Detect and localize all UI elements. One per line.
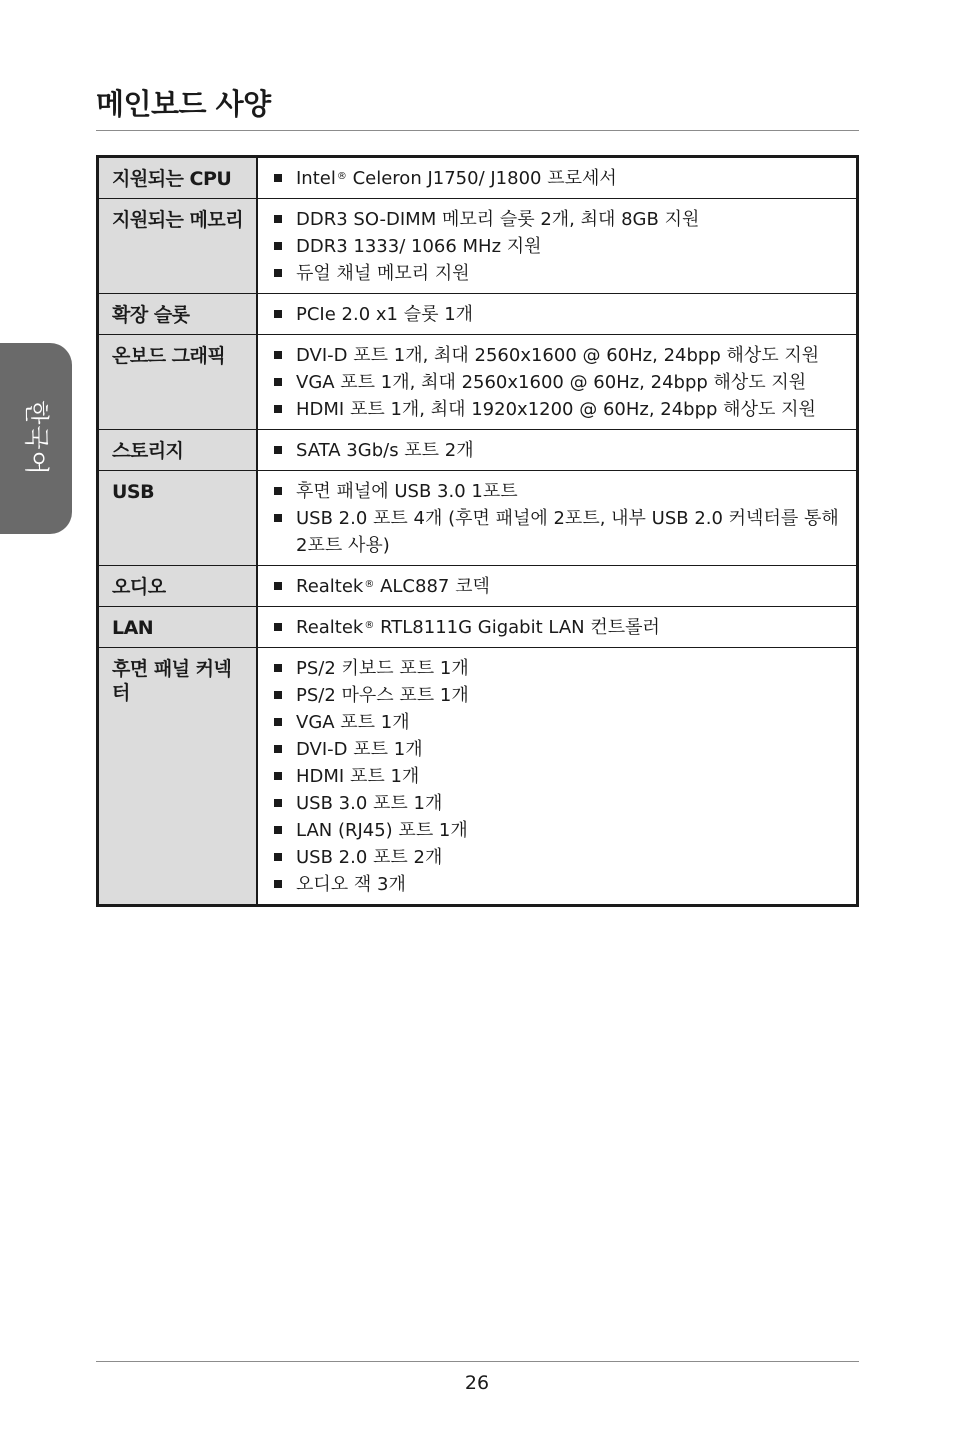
square-bullet-icon	[274, 514, 282, 522]
square-bullet-icon	[274, 826, 282, 834]
spec-content	[257, 199, 858, 294]
spec-label: 온보드 그래픽	[98, 335, 258, 430]
spec-item-text: USB 2.0 포트 4개 (후면 패널에 2포트, 내부 USB 2.0 커넥터를 통해 2포트 사용)	[296, 508, 839, 556]
spec-item	[272, 206, 846, 233]
spec-item-text: VGA 포트 1개, 최대 2560x1600 @ 60Hz, 24bpp 해상도 지원	[296, 372, 807, 393]
spec-item	[272, 763, 846, 790]
square-bullet-icon	[274, 623, 282, 631]
spec-item	[272, 844, 846, 871]
spec-row	[98, 335, 858, 430]
spec-content	[257, 430, 858, 471]
spec-label: 확장 슬롯	[98, 294, 258, 335]
spec-item-text: Realtek	[296, 617, 364, 638]
spec-content	[257, 335, 858, 430]
spec-row	[98, 294, 858, 335]
square-bullet-icon	[274, 772, 282, 780]
spec-table-body	[98, 157, 858, 906]
square-bullet-icon	[274, 215, 282, 223]
spec-content	[257, 607, 858, 648]
square-bullet-icon	[274, 310, 282, 318]
square-bullet-icon	[274, 880, 282, 888]
spec-item-list	[272, 206, 846, 287]
language-side-tab-label: 한국어	[22, 400, 51, 476]
spec-item-text: DDR3 SO-DIMM 메모리 슬롯 2개, 최대 8GB 지원	[296, 209, 700, 230]
page-number: 26	[464, 1372, 490, 1394]
spec-content	[257, 294, 858, 335]
spec-label: 지원되는 CPU	[98, 157, 258, 199]
spec-item-text: DVI-D 포트 1개, 최대 2560x1600 @ 60Hz, 24bpp 해상도 지원	[296, 345, 820, 366]
spec-item	[272, 165, 846, 192]
spec-item-text: VGA 포트 1개	[296, 712, 410, 733]
square-bullet-icon	[274, 351, 282, 359]
spec-content	[257, 157, 858, 199]
square-bullet-icon	[274, 799, 282, 807]
square-bullet-icon	[274, 582, 282, 590]
spec-table	[96, 155, 859, 907]
registered-mark: ®	[364, 620, 375, 631]
spec-item-text: PCIe 2.0 x1 슬롯 1개	[296, 304, 474, 325]
spec-content	[257, 648, 858, 906]
spec-row	[98, 157, 858, 199]
spec-item-text: 듀얼 채널 메모리 지원	[296, 263, 470, 284]
spec-item-text-suffix: ALC887 코덱	[374, 576, 490, 597]
spec-item-text: Intel	[296, 168, 336, 189]
spec-item	[272, 817, 846, 844]
square-bullet-icon	[274, 405, 282, 413]
footer-divider	[96, 1361, 859, 1362]
square-bullet-icon	[274, 174, 282, 182]
title-divider	[96, 130, 859, 131]
spec-item-text-suffix: RTL8111G Gigabit LAN 컨트롤러	[374, 617, 660, 638]
square-bullet-icon	[274, 242, 282, 250]
square-bullet-icon	[274, 487, 282, 495]
spec-row	[98, 199, 858, 294]
spec-row	[98, 566, 858, 607]
spec-item-text: LAN (RJ45) 포트 1개	[296, 820, 468, 841]
spec-item	[272, 260, 846, 287]
square-bullet-icon	[274, 745, 282, 753]
spec-item	[272, 396, 846, 423]
spec-item	[272, 505, 846, 559]
spec-item	[272, 790, 846, 817]
square-bullet-icon	[274, 664, 282, 672]
spec-row	[98, 430, 858, 471]
spec-item	[272, 342, 846, 369]
spec-label: 후면 패널 커넥터	[98, 648, 258, 906]
square-bullet-icon	[274, 378, 282, 386]
square-bullet-icon	[274, 853, 282, 861]
spec-item	[272, 233, 846, 260]
spec-item-text: HDMI 포트 1개, 최대 1920x1200 @ 60Hz, 24bpp 해상도 지원	[296, 399, 816, 420]
spec-item-text: USB 3.0 포트 1개	[296, 793, 443, 814]
spec-item	[272, 709, 846, 736]
spec-item-list	[272, 165, 846, 192]
spec-content	[257, 566, 858, 607]
spec-item-text: PS/2 키보드 포트 1개	[296, 658, 469, 679]
spec-item	[272, 369, 846, 396]
spec-item-list	[272, 614, 846, 641]
spec-label: 오디오	[98, 566, 258, 607]
spec-item-list	[272, 301, 846, 328]
spec-item-list	[272, 573, 846, 600]
spec-item	[272, 478, 846, 505]
square-bullet-icon	[274, 718, 282, 726]
spec-content	[257, 471, 858, 566]
spec-label: 지원되는 메모리	[98, 199, 258, 294]
spec-item-text: HDMI 포트 1개	[296, 766, 420, 787]
spec-label: 스토리지	[98, 430, 258, 471]
spec-item-text: 후면 패널에 USB 3.0 1포트	[296, 481, 518, 502]
spec-row	[98, 607, 858, 648]
spec-item-text: DDR3 1333/ 1066 MHz 지원	[296, 236, 542, 257]
spec-item-list	[272, 437, 846, 464]
spec-row	[98, 471, 858, 566]
spec-item-text: USB 2.0 포트 2개	[296, 847, 443, 868]
spec-label: USB	[98, 471, 258, 566]
spec-item	[272, 655, 846, 682]
page-title: 메인보드 사양	[96, 87, 271, 121]
spec-item-list	[272, 655, 846, 898]
spec-item-text: SATA 3Gb/s 포트 2개	[296, 440, 474, 461]
registered-mark: ®	[364, 579, 375, 590]
spec-item-text: DVI-D 포트 1개	[296, 739, 423, 760]
spec-item-list	[272, 478, 846, 559]
square-bullet-icon	[274, 269, 282, 277]
spec-item	[272, 573, 846, 600]
spec-item-text-suffix: Celeron J1750/ J1800 프로세서	[346, 168, 617, 189]
spec-item	[272, 437, 846, 464]
square-bullet-icon	[274, 691, 282, 699]
registered-mark: ®	[336, 171, 347, 182]
spec-label: LAN	[98, 607, 258, 648]
spec-item-list	[272, 342, 846, 423]
spec-row	[98, 648, 858, 906]
spec-item-text: PS/2 마우스 포트 1개	[296, 685, 469, 706]
spec-item	[272, 682, 846, 709]
square-bullet-icon	[274, 446, 282, 454]
spec-item-text: 오디오 잭 3개	[296, 874, 406, 895]
spec-item	[272, 736, 846, 763]
spec-item	[272, 871, 846, 898]
spec-item	[272, 614, 846, 641]
spec-item	[272, 301, 846, 328]
spec-item-text: Realtek	[296, 576, 364, 597]
